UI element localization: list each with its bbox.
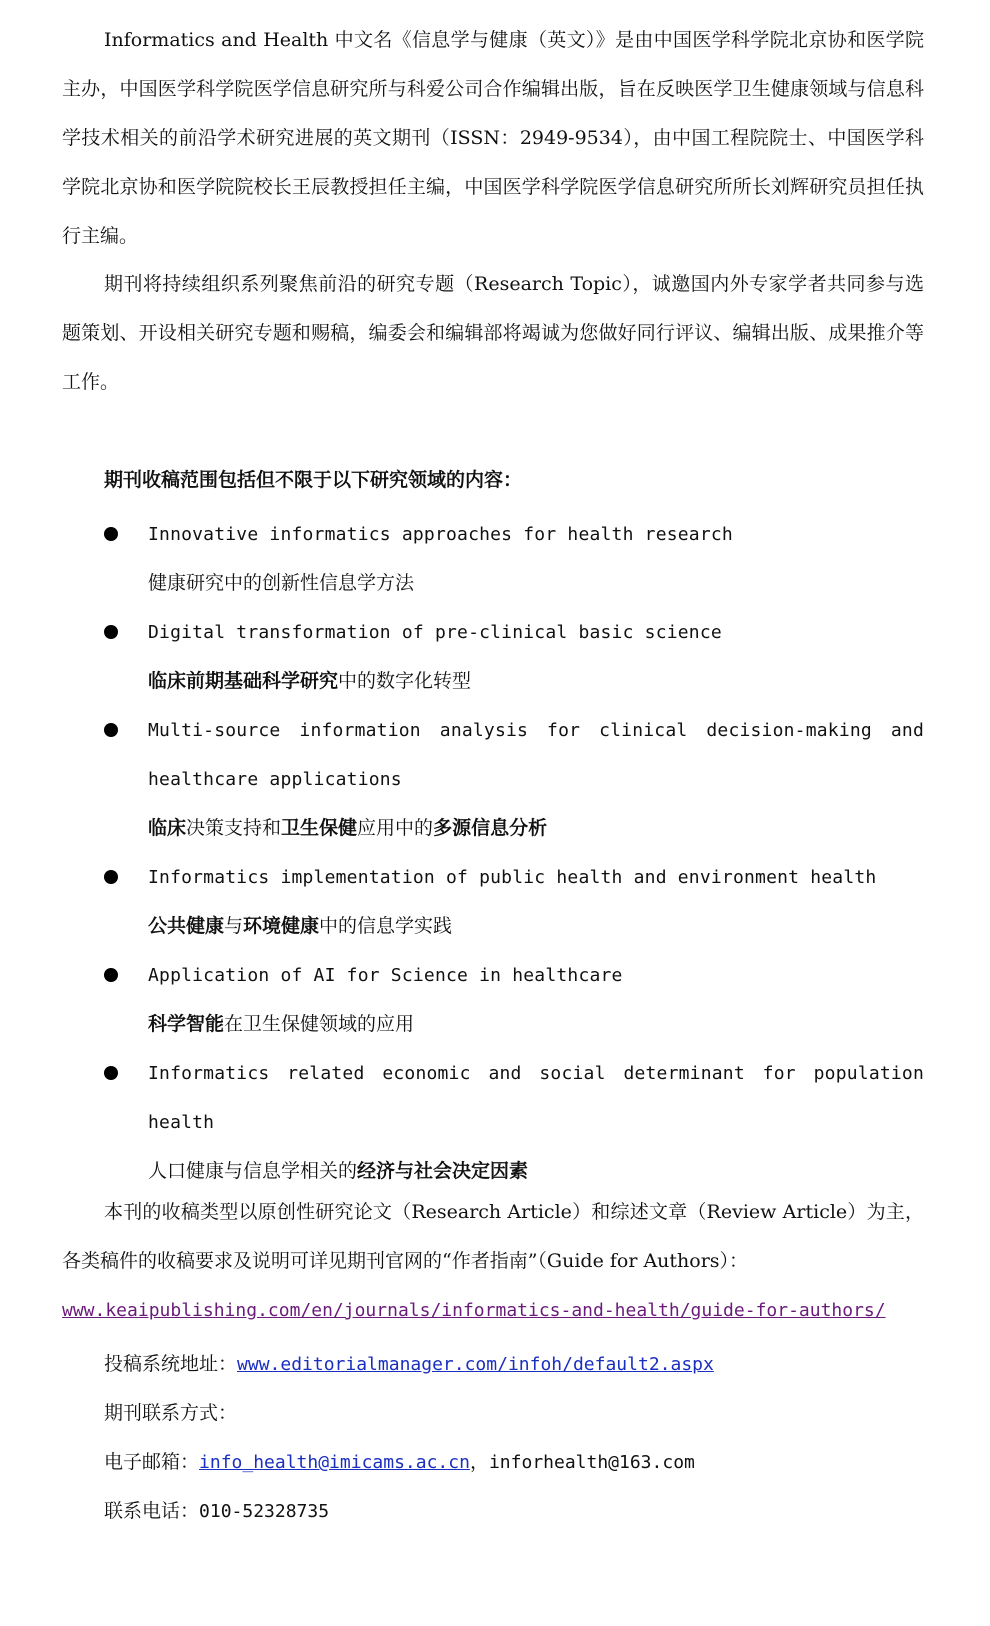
scope-item-chinese-part: 临床前期基础科学研究 — [148, 670, 339, 692]
submission-system-link[interactable]: www.editorialmanager.com/infoh/default2.aspx — [237, 1354, 714, 1375]
scope-item-chinese — [148, 804, 924, 853]
bullet-icon — [104, 527, 118, 541]
scope-item-chinese-part: 环境健康 — [243, 915, 320, 937]
scope-item-chinese — [148, 559, 924, 608]
scope-item-chinese — [148, 902, 924, 951]
email-line — [104, 1448, 695, 1477]
scope-item-chinese-part: 人口健康与信息学相关的 — [148, 1160, 358, 1182]
scope-item-chinese-part: 应用中的 — [357, 817, 434, 839]
scope-item-chinese-part: 经济与社会决定因素 — [357, 1160, 529, 1182]
scope-item-chinese-part: 公共健康 — [148, 915, 225, 937]
phone-line — [104, 1497, 329, 1526]
scope-heading: 期刊收稿范围包括但不限于以下研究领域的内容： — [104, 469, 523, 491]
scope-item-english: Digital transformation of pre-clinical basic science — [148, 622, 722, 643]
scope-item-chinese-part: 多源信息分析 — [433, 817, 548, 839]
email-secondary: inforhealth@163.com — [488, 1452, 695, 1473]
scope-item — [104, 706, 924, 853]
scope-item-chinese-part: 在卫生保健领域的应用 — [224, 1013, 415, 1035]
scope-item-english: Multi-source information analysis for clinical decision-making and healthcare applications — [148, 720, 924, 790]
phone-number: 010-52328735 — [199, 1501, 330, 1522]
bullet-icon — [104, 723, 118, 737]
bullet-icon — [104, 968, 118, 982]
scope-item-chinese-part: 中的数字化转型 — [338, 670, 472, 692]
scope-item-english: Informatics implementation of public health and environment health — [148, 867, 877, 888]
scope-item — [104, 1049, 924, 1196]
scope-item-chinese-part: 临床 — [148, 817, 187, 839]
scope-list — [104, 510, 924, 1196]
guide-link-line — [62, 1296, 886, 1325]
scope-item-english: Innovative informatics approaches for health research — [148, 524, 733, 545]
intro-paragraph-1: Informatics and Health 中文名《信息学与健康（英文）》是由中国医学科学院北京协和医学院主办，中国医学科学院医学信息研究所与科爱公司合作编辑出版，旨在反映医学卫生健康领域与信息科学技术相关的前沿学术研究进展的英文期刊（ISSN：2949-9534），由中国工程院院士、中国医学科学院北京协和医学院院校长王辰教授担任主编，中国医学科学院医学信息研究所所长刘辉研究员担任执行主编。 — [62, 29, 924, 247]
guide-for-authors-link[interactable]: www.keaipublishing.com/en/journals/informatics-and-health/guide-for-authors/ — [62, 1300, 886, 1321]
scope-item-chinese-part: 卫生保健 — [281, 817, 358, 839]
bullet-icon — [104, 870, 118, 884]
scope-item — [104, 853, 924, 951]
scope-item-english: Application of AI for Science in healthcare — [148, 965, 623, 986]
scope-item-chinese-part: 中的信息学实践 — [319, 915, 453, 937]
email-label: 电子邮箱： — [104, 1451, 200, 1473]
scope-item-english: Informatics related economic and social determinant for population health — [148, 1063, 924, 1133]
intro-paragraph-2: 期刊将持续组织系列聚焦前沿的研究专题（Research Topic），诚邀国内外专家学者共同参与选题策划、开设相关研究专题和赐稿，编委会和编辑部将竭诚为您做好同行评议、编辑出版、成果推介等工作。 — [62, 273, 924, 393]
bullet-icon — [104, 1066, 118, 1080]
submission-paragraph — [62, 1188, 924, 1286]
email-separator: ， — [469, 1451, 489, 1473]
scope-item-chinese-part: 健康研究中的创新性信息学方法 — [148, 572, 415, 594]
submission-system-line — [104, 1350, 714, 1379]
scope-item-chinese-part: 科学智能 — [148, 1013, 225, 1035]
scope-item — [104, 510, 924, 608]
scope-item — [104, 951, 924, 1049]
bullet-icon — [104, 625, 118, 639]
scope-item-chinese — [148, 657, 924, 706]
submission-system-label: 投稿系统地址： — [104, 1353, 238, 1375]
submission-text: 本刊的收稿类型以原创性研究论文（Research Article）和综述文章（Review Article）为主，各类稿件的收稿要求及说明可详见期刊官网的“作者指南”（Guide for Authors）： — [62, 1201, 924, 1272]
scope-item-chinese — [148, 1000, 924, 1049]
scope-item — [104, 608, 924, 706]
phone-label: 联系电话： — [104, 1500, 200, 1522]
contact-label: 期刊联系方式： — [104, 1402, 238, 1424]
scope-item-chinese-part: 与 — [224, 915, 244, 937]
email-link-primary[interactable]: info_health@imicams.ac.cn — [199, 1452, 470, 1473]
scope-item-chinese-part: 决策支持和 — [186, 817, 282, 839]
